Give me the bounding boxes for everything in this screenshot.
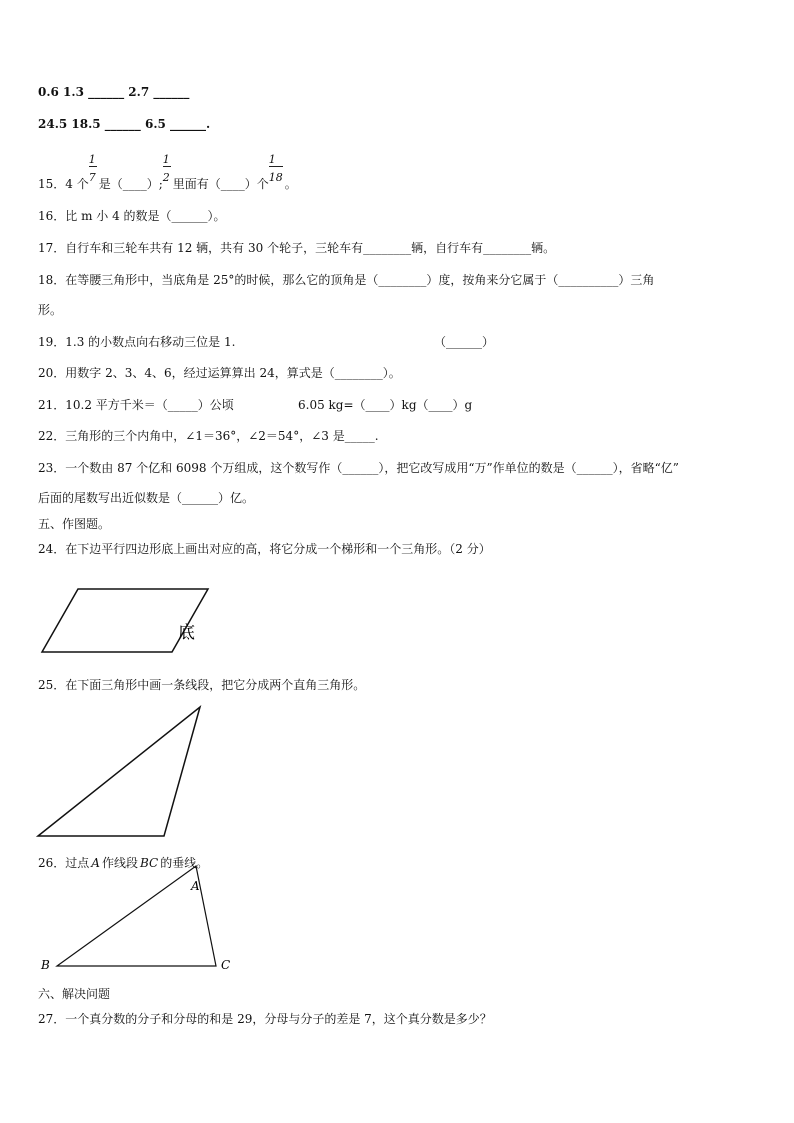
question-18-continued: 形。: [38, 303, 63, 317]
q15-part-a: 15．4 个: [38, 177, 89, 191]
triangle-25: [38, 707, 200, 836]
question-25: 25．在下面三角形中画一条线段，把它分成两个直角三角形。: [38, 678, 366, 692]
question-17: 17．自行车和三轮车共有 12 辆，共有 30 个轮子，三轮车有________辆，自行车有________辆。: [38, 241, 556, 255]
fraction-1-7: $\frac{1}{7}$: [88, 153, 96, 184]
question-20: 20．用数字 2、3、4、6，经过运算算出 24，算式是（________）。: [38, 366, 401, 380]
base-label: 底: [178, 623, 195, 643]
q26-part-c: 的垂线。: [160, 856, 209, 870]
question-22: 22．三角形的三个内角中，∠1＝36°，∠2＝54°，∠3 是_____.: [38, 429, 379, 443]
q15-part-d: 。: [284, 177, 297, 191]
question-21-area: 21．10.2 平方千米＝（_____）公顷: [38, 398, 234, 412]
q26-part-b: 作线段: [101, 856, 138, 870]
section-5-heading: 五、作图题。: [38, 517, 111, 531]
segment-bc: BC: [139, 856, 159, 870]
problem-line-2: 24.5 18.5 ______ 6.5 ______.: [38, 117, 211, 131]
vertex-b-label: B: [41, 958, 50, 972]
q15-part-c: 里面有（____）个: [172, 177, 269, 191]
question-18: 18．在等腰三角形中，当底角是 25°的时候，那么它的顶角是（________）度，按角来分它属于（__________）三角: [38, 273, 655, 287]
q15-part-b: 是（____）;: [98, 177, 163, 191]
vertex-c-label: C: [221, 958, 231, 972]
question-24: 24．在下边平行四边形底上画出对应的高，将它分成一个梯形和一个三角形。（2 分）: [38, 542, 491, 556]
q26-part-a: 26．过点: [38, 856, 90, 870]
fraction-1-2: $\frac{1}{2}$: [162, 153, 170, 184]
question-26: [38, 855, 208, 871]
point-a: A: [91, 856, 100, 870]
question-27: 27．一个真分数的分子和分母的和是 29，分母与分子的差是 7，这个真分数是多少？: [38, 1012, 492, 1026]
question-21-mass: 6.05 kg=（____）kg（____）g: [298, 398, 473, 412]
question-23-continued: 后面的尾数写出近似数是（______）亿。: [38, 491, 255, 505]
question-23: 23．一个数由 87 个亿和 6098 个万组成，这个数写作（______），把它改写成用“万”作单位的数是（______），省略“亿”: [38, 461, 679, 475]
question-16: 16．比 m 小 4 的数是（______）。: [38, 209, 226, 223]
vertex-a-label: A: [191, 879, 200, 893]
question-19: 19．1.3 的小数点向右移动三位是 1.: [38, 335, 236, 349]
fraction-1-18: $\frac{1}{18}$: [268, 153, 283, 184]
section-6-heading: 六、解决问题: [38, 987, 111, 1001]
problem-line-1: 0.6 1.3 ______ 2.7 ______: [38, 85, 190, 99]
q19-answer-blank: （______）: [434, 335, 495, 349]
